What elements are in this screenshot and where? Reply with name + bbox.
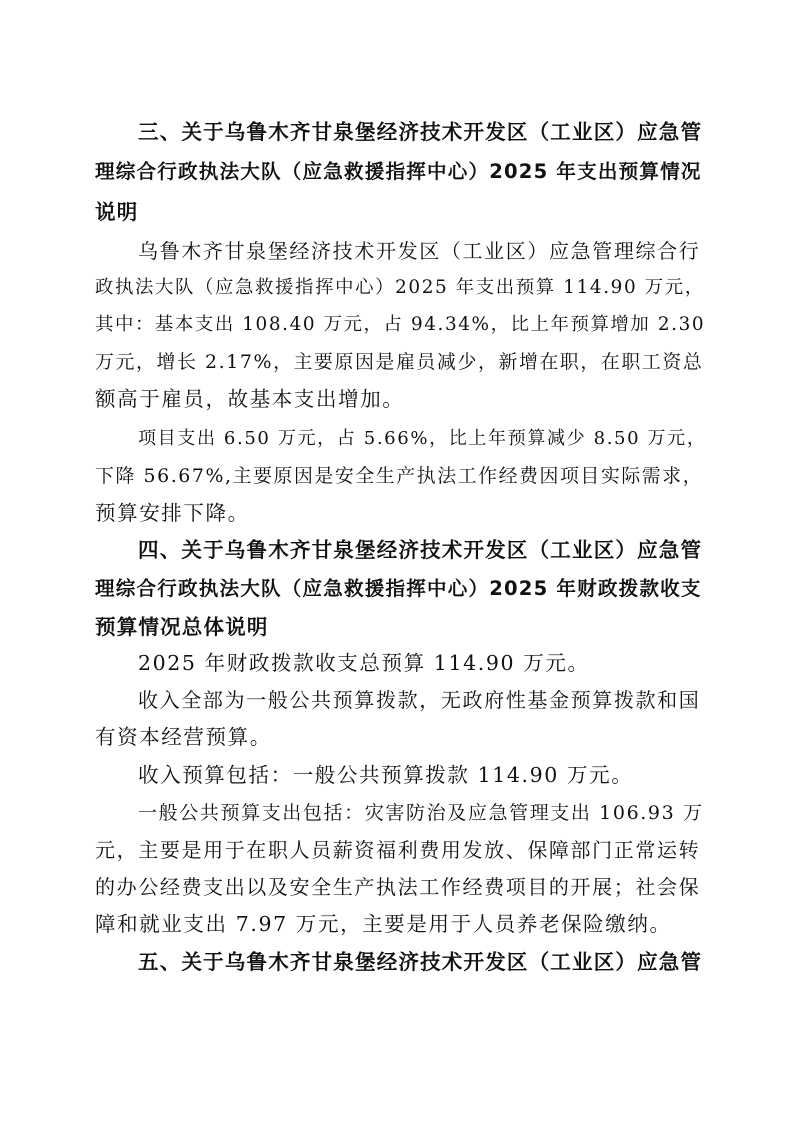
paragraph-line: 收入预算包括：一般公共预算拨款 114.90 万元。 [138,763,634,787]
paragraph-line: 收入全部为一般公共预算拨款，无政府性基金预算拨款和国 [138,688,701,712]
paragraph-line: 2025 年财政拨款收支总预算 114.90 万元。 [138,651,590,675]
paragraph-line: 项目支出 6.50 万元，占 5.66%，比上年预算减少 8.50 万元， [138,428,707,449]
heading-line: 四、关于乌鲁木齐甘泉堡经济技术开发区（工业区）应急管 [138,538,703,562]
paragraph-line: 其中：基本支出 108.40 万元，占 94.34%，比上年预算增加 2.30 [95,314,706,335]
paragraph-line: 乌鲁木齐甘泉堡经济技术开发区（工业区）应急管理综合行 [138,239,701,263]
heading-line: 三、关于乌鲁木齐甘泉堡经济技术开发区（工业区）应急管 [138,120,703,144]
paragraph-line: 政执法大队（应急救援指挥中心）2025 年支出预算 114.90 万元， [95,277,705,298]
paragraph-line: 一般公共预算支出包括：灾害防治及应急管理支出 106.93 万 [138,802,704,824]
paragraph-line: 额高于雇员，故基本支出增加。 [95,387,405,411]
paragraph-line: 预算安排下降。 [95,501,250,525]
paragraph-line: 下降 56.67%,主要原因是安全生产执法工作经费因项目实际需求， [95,465,704,487]
paragraph-line: 障和就业支出 7.97 万元，主要是用于人员养老保险缴纳。 [95,912,672,936]
paragraph-line: 有资本经营预算。 [95,725,272,749]
paragraph-line: 万元，增长 2.17%，主要原因是雇员减少，新增在职，在职工资总 [95,351,704,373]
heading-line: 预算情况总体说明 [95,615,269,639]
heading-line: 理综合行政执法大队（应急救援指挥中心）2025 年财政拨款收支 [95,577,702,600]
heading-line: 说明 [95,200,139,224]
heading-line: 五、关于乌鲁木齐甘泉堡经济技术开发区（工业区）应急管 [138,950,703,974]
paragraph-line: 元，主要是用于在职人员薪资福利费用发放、保障部门正常运转 [95,838,701,862]
paragraph-line: 的办公经费支出以及安全生产执法工作经费项目的开展；社会保 [95,875,701,899]
heading-line: 理综合行政执法大队（应急救援指挥中心）2025 年支出预算情况 [95,160,702,183]
